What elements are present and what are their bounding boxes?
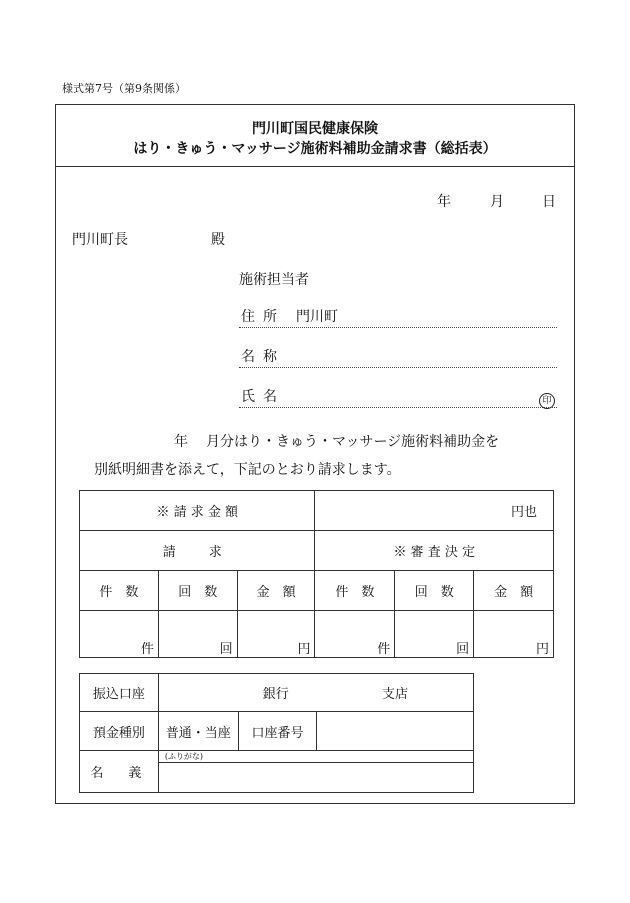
seal-icon: 印 xyxy=(539,393,555,409)
unit-count: 件 xyxy=(377,642,391,657)
request-header: 請 求 xyxy=(80,531,315,571)
account-holder-cell[interactable] xyxy=(158,751,473,793)
unit-yen: 円 xyxy=(297,642,311,657)
title-box xyxy=(56,105,574,167)
decision-amount-header: 金 額 xyxy=(474,571,554,611)
decision-times-cell[interactable] xyxy=(395,611,474,658)
furigana-label: (ふりがな) xyxy=(159,751,473,763)
deposit-type-label: 預金種別 xyxy=(80,712,159,751)
request-times-header: 回 数 xyxy=(158,571,237,611)
body-year: 年 xyxy=(174,434,188,450)
request-amount-header: 金 額 xyxy=(237,571,315,611)
transfer-account-label: 振込口座 xyxy=(80,674,159,712)
address-label: 住所 xyxy=(241,309,285,325)
amount-unit: 円也 xyxy=(510,505,537,520)
request-times-cell[interactable] xyxy=(158,611,237,658)
unit-times: 回 xyxy=(456,642,470,657)
name-field[interactable] xyxy=(239,389,557,408)
unit-yen: 円 xyxy=(535,642,549,657)
addressee-honorific: 殿 xyxy=(211,232,225,248)
requested-amount-label: ※ 請 求 金 額 xyxy=(80,491,315,531)
decision-header: ※ 審 査 決 定 xyxy=(315,531,554,571)
body-line2: 別紙明細書を添えて，下記のとおり請求します。 xyxy=(94,462,401,478)
address-field[interactable] xyxy=(239,309,557,328)
bank-table xyxy=(79,673,474,793)
address-value: 門川町 xyxy=(296,309,338,325)
account-holder-label: 名 義 xyxy=(80,751,159,793)
name-label: 氏名 xyxy=(241,389,285,405)
date-month: 月 xyxy=(490,194,504,210)
practitioner-heading: 施術担当者 xyxy=(239,272,309,288)
account-number-label: 口座番号 xyxy=(238,712,317,751)
unit-times: 回 xyxy=(219,642,233,657)
form-frame xyxy=(55,104,575,804)
date-year: 年 xyxy=(437,194,451,210)
title-line1: 門川町国民健康保険 xyxy=(252,121,378,137)
date-day: 日 xyxy=(542,194,556,210)
decision-count-header: 件 数 xyxy=(315,571,395,611)
form-reference: 様式第7号（第9条関係） xyxy=(62,82,186,95)
body-line1: 月分はり・きゅう・マッサージ施術料補助金を xyxy=(206,434,500,450)
summary-table xyxy=(79,490,554,658)
request-amount-cell[interactable] xyxy=(237,611,315,658)
branch-suffix: 支店 xyxy=(381,687,408,702)
addressee-mayor: 門川町長 xyxy=(72,232,128,248)
bank-suffix: 銀行 xyxy=(262,687,289,702)
decision-amount-cell[interactable] xyxy=(474,611,554,658)
request-count-cell[interactable] xyxy=(80,611,159,658)
deposit-type-option[interactable]: 普通・当座 xyxy=(158,712,238,751)
requested-amount-cell[interactable] xyxy=(315,491,554,531)
business-name-field[interactable] xyxy=(239,349,557,368)
request-count-header: 件 数 xyxy=(80,571,159,611)
business-name-label: 名称 xyxy=(241,349,285,365)
title-line2: はり・きゅう・マッサージ施術料補助金請求書（総括表） xyxy=(133,141,497,157)
bank-branch-cell[interactable] xyxy=(158,674,473,712)
decision-count-cell[interactable] xyxy=(315,611,395,658)
decision-times-header: 回 数 xyxy=(395,571,474,611)
unit-count: 件 xyxy=(140,642,154,657)
account-number-input[interactable] xyxy=(317,712,474,751)
